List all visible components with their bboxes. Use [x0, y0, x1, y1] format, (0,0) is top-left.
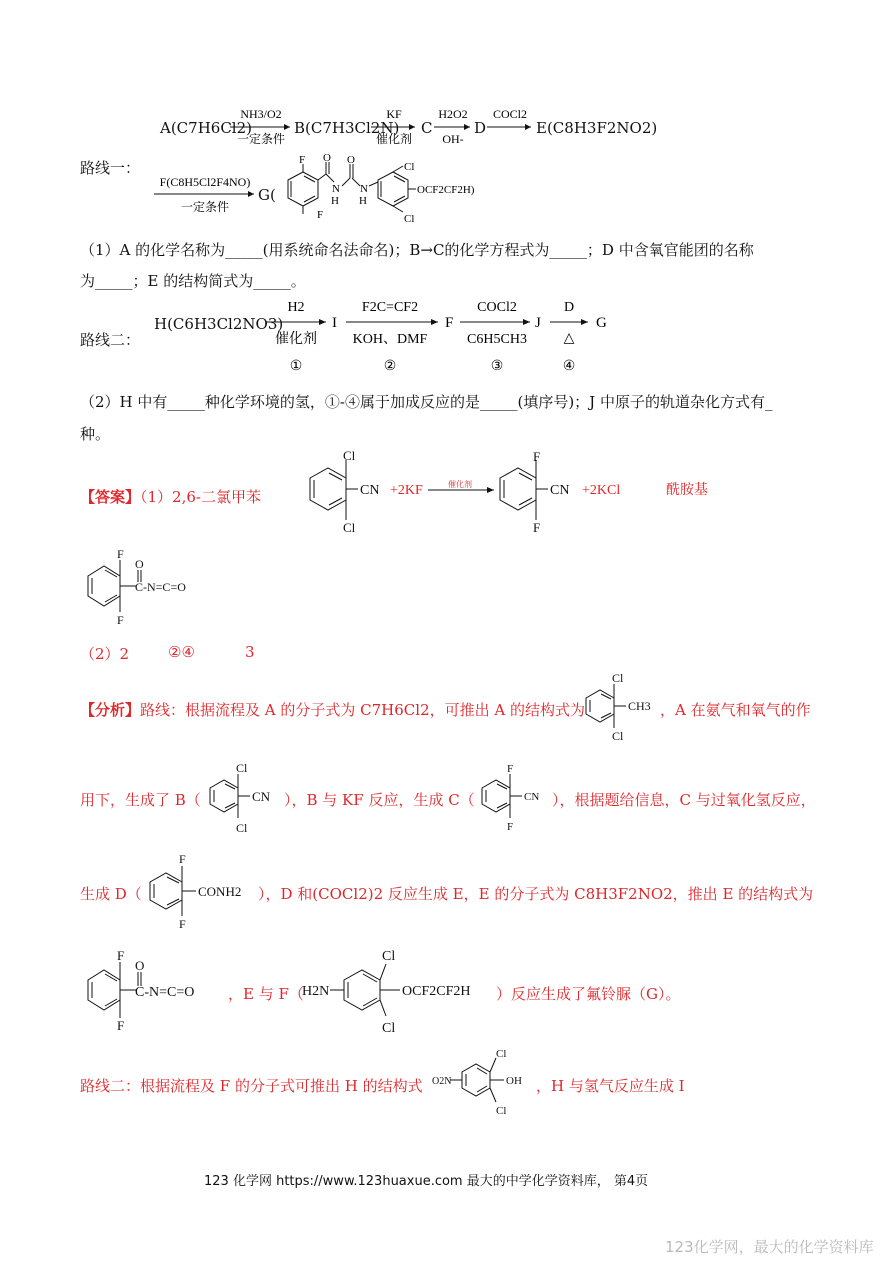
svg-text:OCF2CF2H: OCF2CF2H	[402, 984, 471, 999]
svg-text:①: ①	[289, 359, 303, 374]
answer-part-2	[80, 643, 255, 664]
svg-text:C-N=C=O: C-N=C=O	[135, 580, 186, 594]
svg-text:OCF2CF2H): OCF2CF2H)	[417, 184, 475, 196]
answer-E-structure	[80, 546, 230, 628]
svg-text:H: H	[359, 195, 367, 207]
svg-text:②: ②	[383, 359, 397, 374]
analysis-line-1-b: ，A 在氨气和氧气的作	[660, 701, 811, 719]
svg-text:④: ④	[562, 359, 576, 374]
question-2-line-2: 种。	[80, 425, 111, 443]
svg-text:F: F	[445, 315, 454, 331]
svg-text:C-N=C=O: C-N=C=O	[135, 985, 195, 1000]
svg-text:F: F	[117, 948, 125, 963]
question-1-line-1: （1）A 的化学名称为_____(用系统命名法命名)；B→C的化学方程式为_____；D 中含氧官能团的名称	[80, 241, 754, 259]
svg-text:O: O	[135, 557, 144, 571]
C-structure	[476, 758, 552, 836]
svg-text:Cl: Cl	[382, 949, 396, 964]
route2-arrows	[262, 296, 622, 376]
svg-text:F: F	[117, 1018, 125, 1033]
page-footer: 123 化学网 https://www.123huaxue.com 最大的中学化学资料库， 第4页	[204, 1174, 649, 1189]
svg-text:H2N: H2N	[302, 984, 330, 999]
svg-text:J: J	[535, 315, 541, 331]
analysis-tag: 【分析】	[80, 701, 141, 719]
F-structure	[300, 942, 500, 1038]
route2-H: H(C6H3Cl2NO3)	[154, 315, 284, 333]
answer-name: （1）2,6-二氯甲苯	[140, 488, 261, 506]
D-structure	[144, 848, 260, 934]
route1-E: E(C8H3F2NO2)	[536, 119, 658, 137]
svg-text:F: F	[507, 763, 514, 775]
svg-text:CN: CN	[524, 791, 540, 803]
svg-text:F: F	[117, 547, 124, 561]
B-structure	[204, 756, 286, 838]
svg-text:CN: CN	[550, 483, 570, 498]
answer-part-1	[80, 486, 261, 507]
analysis-line-1-text: 路线：根据流程及 A 的分子式为 C7H6Cl2，可推出 A 的结构式为	[140, 701, 585, 719]
route1-G-open: G(	[258, 186, 276, 204]
svg-text:催化剂: 催化剂	[275, 332, 317, 347]
svg-text:催化剂: 催化剂	[375, 132, 413, 146]
svg-text:KOH、DMF: KOH、DMF	[352, 332, 428, 347]
svg-text:Cl: Cl	[236, 821, 248, 835]
svg-text:催化剂: 催化剂	[448, 480, 472, 489]
svg-text:NH3/O2: NH3/O2	[240, 107, 282, 121]
answer-tag: 【答案】	[80, 488, 141, 506]
E-structure	[80, 948, 230, 1034]
svg-text:O: O	[135, 958, 145, 973]
svg-text:F(C8H5Cl2F4NO): F(C8H5Cl2F4NO)	[159, 175, 251, 189]
svg-text:Cl: Cl	[382, 1021, 396, 1036]
svg-text:KF: KF	[386, 107, 402, 121]
analysis-line-2-c: ），根据题给信息，C 与过氧化氢反应，	[552, 791, 816, 809]
route1-arrow-2	[369, 105, 419, 151]
svg-text:CN: CN	[252, 789, 271, 804]
route1-B: B(C7H3Cl2N)	[294, 119, 400, 137]
toluene-dichloro-structure	[580, 668, 660, 746]
svg-text:CONH2: CONH2	[198, 884, 242, 899]
analysis-line-4-b: ）反应生成了氟铃脲（G）。	[496, 985, 681, 1003]
route1-C: C	[421, 119, 433, 137]
svg-text:D: D	[563, 300, 575, 315]
svg-text:F: F	[117, 613, 124, 627]
H-structure	[430, 1044, 540, 1120]
svg-text:+2KF: +2KF	[390, 483, 423, 498]
route1-label: 路线一：	[80, 159, 141, 177]
svg-text:O2N: O2N	[432, 1076, 452, 1087]
analysis-line-5-a: 路线二：根据流程及 F 的分子式可推出 H 的结构式	[80, 1077, 423, 1095]
svg-text:N: N	[360, 183, 368, 195]
svg-text:Cl: Cl	[404, 213, 415, 225]
route1-A: A(C7H6Cl2)	[160, 119, 252, 137]
svg-text:F: F	[179, 852, 186, 866]
svg-text:Cl: Cl	[236, 761, 248, 775]
svg-text:一定条件: 一定条件	[236, 132, 286, 146]
svg-text:OH-: OH-	[442, 132, 464, 146]
svg-text:F: F	[317, 209, 324, 221]
svg-text:F: F	[179, 917, 186, 931]
route1-D: D	[474, 119, 487, 137]
svg-text:Cl: Cl	[343, 448, 356, 463]
svg-text:+2KCl: +2KCl	[582, 483, 621, 498]
svg-text:CH3: CH3	[628, 699, 651, 713]
answer-equation	[300, 448, 720, 540]
question-1-line-2: 为_____；E 的结构简式为_____。	[80, 272, 306, 290]
svg-text:G: G	[596, 315, 607, 331]
question-2-line-1: （2）H 中有_____种化学环境的氢，①-④属于加成反应的是_____(填序号)；J 中原子的轨道杂化方式有_	[80, 393, 773, 411]
svg-text:Cl: Cl	[612, 729, 624, 743]
svg-text:酰胺基: 酰胺基	[666, 483, 708, 498]
analysis-line-3-b: ），D 和(COCl2)2 反应生成 E，E 的分子式为 C8H3F2NO2，推出 E 的结构式为	[258, 885, 814, 903]
watermark: 123化学网，最大的化学资料库	[665, 1238, 874, 1256]
svg-text:Cl: Cl	[404, 161, 415, 173]
svg-text:O: O	[347, 154, 355, 166]
answer-part-2-count: （2）2	[80, 645, 130, 663]
analysis-line-3-a: 生成 D（	[80, 885, 142, 903]
svg-text:一定条件: 一定条件	[180, 200, 230, 214]
svg-text:Cl: Cl	[343, 520, 356, 535]
answer-part-2-hybrid: 3	[245, 643, 255, 661]
analysis-line-2-b: ），B 与 KF 反应，生成 C（	[284, 791, 475, 809]
hexaflumuron-structure	[268, 152, 498, 230]
svg-text:F: F	[533, 520, 541, 535]
route1-arrow-3	[432, 105, 474, 151]
analysis-line-4-a: ，E 与 F（	[228, 985, 304, 1003]
svg-text:H: H	[331, 195, 339, 207]
svg-text:△: △	[563, 331, 575, 346]
route1-arrow-4	[485, 105, 535, 135]
svg-text:O: O	[323, 152, 331, 164]
analysis-line-1-a	[80, 699, 585, 720]
svg-text:CN: CN	[360, 483, 380, 498]
svg-text:N: N	[332, 183, 340, 195]
svg-text:F2C=CF2: F2C=CF2	[361, 300, 419, 315]
svg-text:Cl: Cl	[496, 1048, 507, 1060]
route2-label: 路线二：	[80, 331, 141, 349]
answer-part-2-steps: ②④	[168, 643, 195, 661]
analysis-line-5-b: ，H 与氢气反应生成 I	[536, 1077, 685, 1095]
svg-text:H2: H2	[287, 300, 305, 315]
svg-text:OH: OH	[506, 1075, 522, 1087]
svg-text:C6H5CH3: C6H5CH3	[467, 332, 527, 347]
route1-arrow-1	[228, 105, 294, 151]
svg-text:COCl2: COCl2	[492, 107, 528, 121]
svg-text:COCl2: COCl2	[477, 300, 517, 315]
svg-text:③: ③	[490, 359, 504, 374]
svg-text:F: F	[507, 821, 514, 833]
svg-text:I: I	[332, 315, 337, 331]
svg-text:F: F	[299, 154, 306, 166]
svg-text:H2O2: H2O2	[438, 107, 468, 121]
svg-text:Cl: Cl	[496, 1105, 507, 1117]
svg-text:F: F	[533, 449, 541, 464]
svg-text:Cl: Cl	[612, 671, 624, 685]
route1-arrow-5	[152, 172, 258, 218]
analysis-line-2-a: 用下，生成了 B（	[80, 791, 201, 809]
